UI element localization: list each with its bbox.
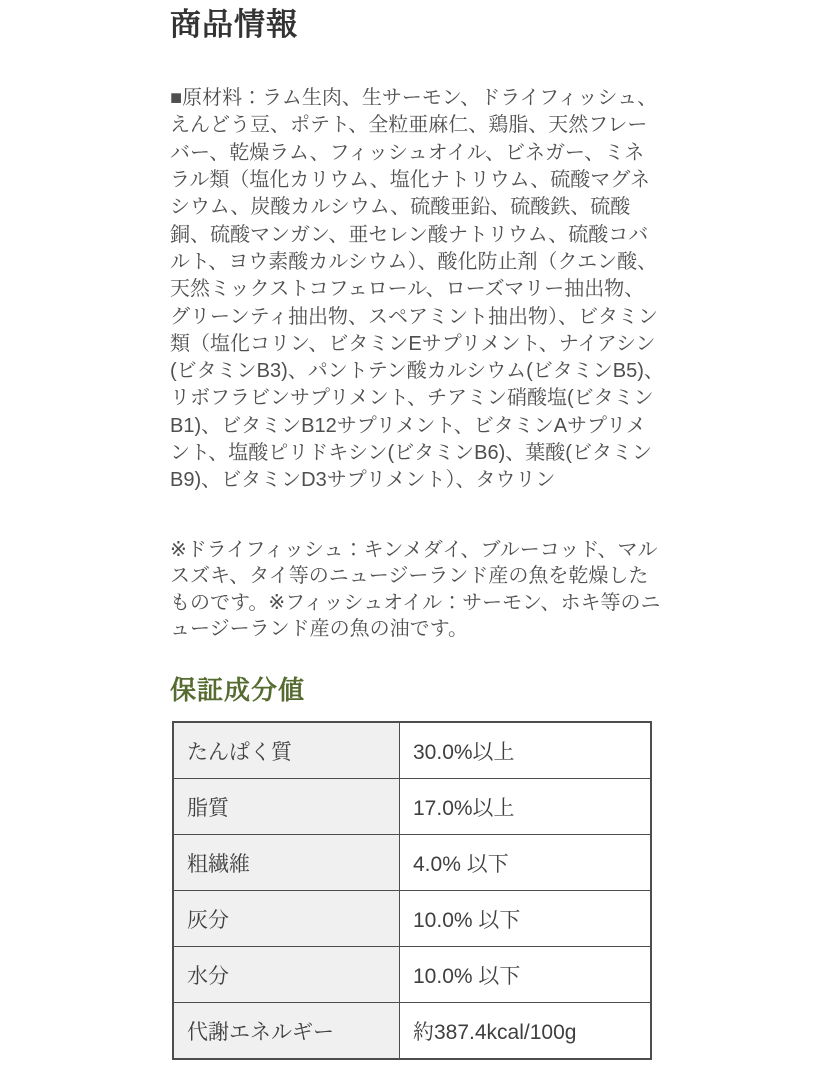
- analysis-row-value: 10.0% 以下: [400, 891, 652, 947]
- product-info-section: [170, 0, 664, 1060]
- analysis-row: [173, 779, 651, 835]
- analysis-row-label: 代謝エネルギー: [173, 1003, 400, 1060]
- analysis-row: [173, 835, 651, 891]
- analysis-row-label: 灰分: [173, 891, 400, 947]
- analysis-row-label: 水分: [173, 947, 400, 1003]
- analysis-row-label: たんぱく質: [173, 722, 400, 779]
- ingredients-note: ※ドライフィッシュ：キンメダイ、ブルーコッド、マルスズキ、タイ等のニュージーランド産の魚を乾燥したものです。※フィッシュオイル：サーモン、ホキ等のニュージーランド産の魚の油です。: [170, 538, 661, 641]
- analysis-row-value: 約387.4kcal/100g: [400, 1003, 652, 1060]
- page-title: 商品情報: [170, 7, 298, 42]
- ingredients-paragraph: ■原材料：ラム生肉、生サーモン、ドライフィッシュ、えんどう豆、ポテト、全粒亜麻仁、鶏脂、天然フレーバー、乾燥ラム、フィッシュオイル、ビネガー、ミネラル類（塩化カリウム、塩化ナトリウム、硫酸マグネシウム、炭酸カルシウム、硫酸亜鉛、硫酸鉄、硫酸銅、硫酸マンガン、亜セレン酸ナトリウム、硫酸コバルト、ヨウ素酸カルシウム）、酸化防止剤（クエン酸、天然ミックストコフェロール、ローズマリー抽出物、グリーンティ抽出物、スペアミント抽出物）、ビタミン類（塩化コリン、ビタミンEサプリメント、ナイアシン(ビタミンB3)、パントテン酸カルシウム(ビタミンB5)、リボフラビンサプリメント、チアミン硝酸塩(ビタミンB1)、ビタミンB12サプリメント、ビタミンAサプリメント、塩酸ピリドキシン(ビタミンB6)、葉酸(ビタミンB9)、ビタミンD3サプリメント）、タウリン: [170, 87, 664, 492]
- guaranteed-analysis-table: [172, 721, 652, 1060]
- analysis-row-label: 粗繊維: [173, 835, 400, 891]
- analysis-row: [173, 1003, 651, 1060]
- analysis-row: [173, 947, 651, 1003]
- guaranteed-analysis-heading: 保証成分値: [170, 674, 306, 705]
- analysis-row-label: 脂質: [173, 779, 400, 835]
- analysis-row-value: 4.0% 以下: [400, 835, 652, 891]
- analysis-row-value: 10.0% 以下: [400, 947, 652, 1003]
- analysis-row: [173, 722, 651, 779]
- analysis-row: [173, 891, 651, 947]
- analysis-row-value: 17.0%以上: [400, 779, 652, 835]
- analysis-row-value: 30.0%以上: [400, 722, 652, 779]
